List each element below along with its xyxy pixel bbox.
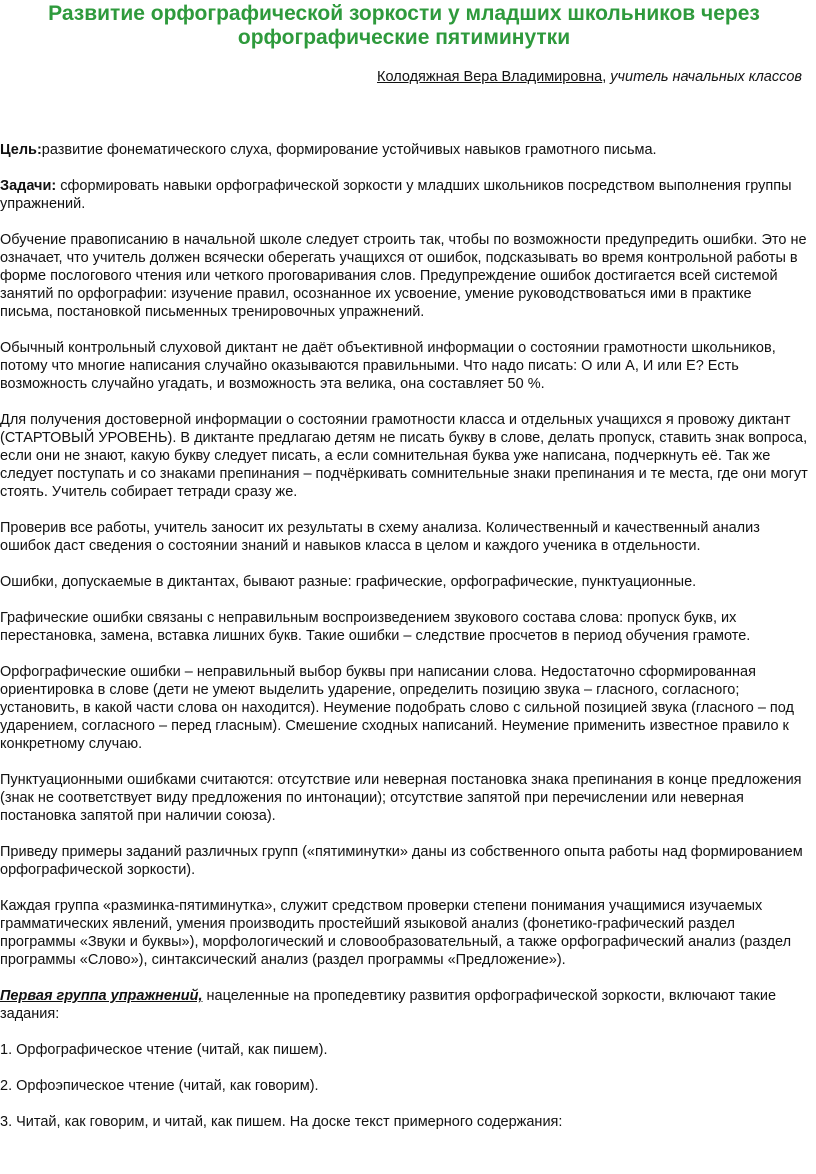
body-paragraph: Обычный контрольный слуховой диктант не даёт объективной информации о состоянии грамотности школьников, потому что многие написания случайно оказываются правильными. Что надо писать: О или А, И или Е? Есть возможность случайно угадать, и возможность эта велика, она составляет 50 %. bbox=[0, 340, 776, 392]
goal-paragraph bbox=[0, 141, 808, 159]
list-item: 2. Орфоэпическое чтение (читай, как говорим). bbox=[0, 1078, 319, 1094]
body-paragraph: Графические ошибки связаны с неправильным воспроизведением звукового состава слова: пропуск букв, их перестановка, замена, вставка лишних букв. Такие ошибки – следствие просчетов в период обучения грамоте. bbox=[0, 610, 751, 644]
group1-text: нацеленные на пропедевтику развития орфографической зоркости, включают такие задания: bbox=[0, 988, 777, 1022]
tasks-text: сформировать навыки орфографической зоркости у младших школьников посредством выполнения группы упражнений. bbox=[0, 178, 792, 212]
document-title bbox=[0, 0, 808, 50]
body-paragraph: Орфографические ошибки – неправильный выбор буквы при написании слова. Недостаточно сформированная ориентировка в слове (дети не умеют выделить ударение, определить позицию звука – гласного, согласного; установить, в какой части слова он находится). Неумение подобрать слово с сильной позицией звука (гласного – под ударением, согласного – перед гласным). Смешение сходных написаний. Неумение применить известное правило к конкретному случаю. bbox=[0, 664, 794, 752]
author-name: Колодяжная Вера Владимировна bbox=[377, 69, 603, 85]
group1-paragraph bbox=[0, 987, 808, 1023]
body-paragraph: Проверив все работы, учитель заносит их результаты в схему анализа. Количественный и качественный анализ ошибок даст сведения о состоянии знаний и навыков класса в целом и каждого ученика в отдельности. bbox=[0, 520, 760, 554]
goal-label: Цель: bbox=[0, 142, 42, 158]
author-separator: , bbox=[602, 69, 611, 85]
body-paragraph: Обучение правописанию в начальной школе следует строить так, чтобы по возможности предупредить ошибки. Это не означает, что учитель должен всячески оберегать учащихся от ошибок, подсказывать во время контрольной работы в форме послогового чтения или четкого проговаривания слов. Предупреждение ошибок достигается всей системой занятий по орфографии: изучение правил, осознанное их усвоение, умение руководствоваться ими в практике письма, постановкой письменных тренировочных упражнений. bbox=[0, 232, 807, 320]
document-body bbox=[0, 141, 808, 1131]
body-paragraph: Пунктуационными ошибками считаются: отсутствие или неверная постановка знака препинания в конце предложения (знак не соответствует виду предложения по интонации); отсутствие запятой при перечислении или неверная постановка запятой при наличии союза). bbox=[0, 772, 802, 824]
tasks-paragraph bbox=[0, 177, 808, 213]
title-line-1: Развитие орфографической зоркости у младших школьников через bbox=[48, 2, 760, 25]
body-paragraph: Приведу примеры заданий различных групп («пятиминутки» даны из собственного опыта работы над формированием орфографической зоркости). bbox=[0, 844, 803, 878]
goal-text: развитие фонематического слуха, формирование устойчивых навыков грамотного письма. bbox=[41, 142, 657, 158]
list-item: 1. Орфографическое чтение (читай, как пишем). bbox=[0, 1042, 328, 1058]
author-role: учитель начальных классов bbox=[610, 69, 802, 85]
body-paragraph: Ошибки, допускаемые в диктантах, бывают разные: графические, орфографические, пунктуационные. bbox=[0, 574, 697, 590]
tasks-label: Задачи: bbox=[0, 178, 57, 194]
author-line bbox=[0, 68, 808, 86]
list-item: 3. Читай, как говорим, и читай, как пишем. На доске текст примерного содержания: bbox=[0, 1114, 563, 1130]
body-paragraph: Для получения достоверной информации о состоянии грамотности класса и отдельных учащихся я провожу диктант (СТАРТОВЫЙ УРОВЕНЬ). В диктанте предлагаю детям не писать букву в слове, делать пропуск, ставить знак вопроса, если они не знают, какую букву следует писать, а если сомнительная буква уже написана, подчеркнуть её. Так же следует поступать и со знаками препинания – подчёркивать сомнительные знаки препинания и те места, где они могут стоять. Учитель собирает тетради сразу же. bbox=[0, 412, 808, 500]
group1-label: Первая группа упражнений, bbox=[0, 988, 203, 1004]
body-paragraph: Каждая группа «разминка-пятиминутка», служит средством проверки степени понимания учащимися изучаемых грамматических явлений, умения производить простейший языковой анализ (фонетико-графический раздел программы «Звуки и буквы»), морфологический и словообразовательный, а также орфографический анализ (раздел программы «Слово»), синтаксический анализ (раздел программы «Предложение»). bbox=[0, 898, 792, 968]
title-line-2: орфографические пятиминутки bbox=[237, 26, 571, 49]
